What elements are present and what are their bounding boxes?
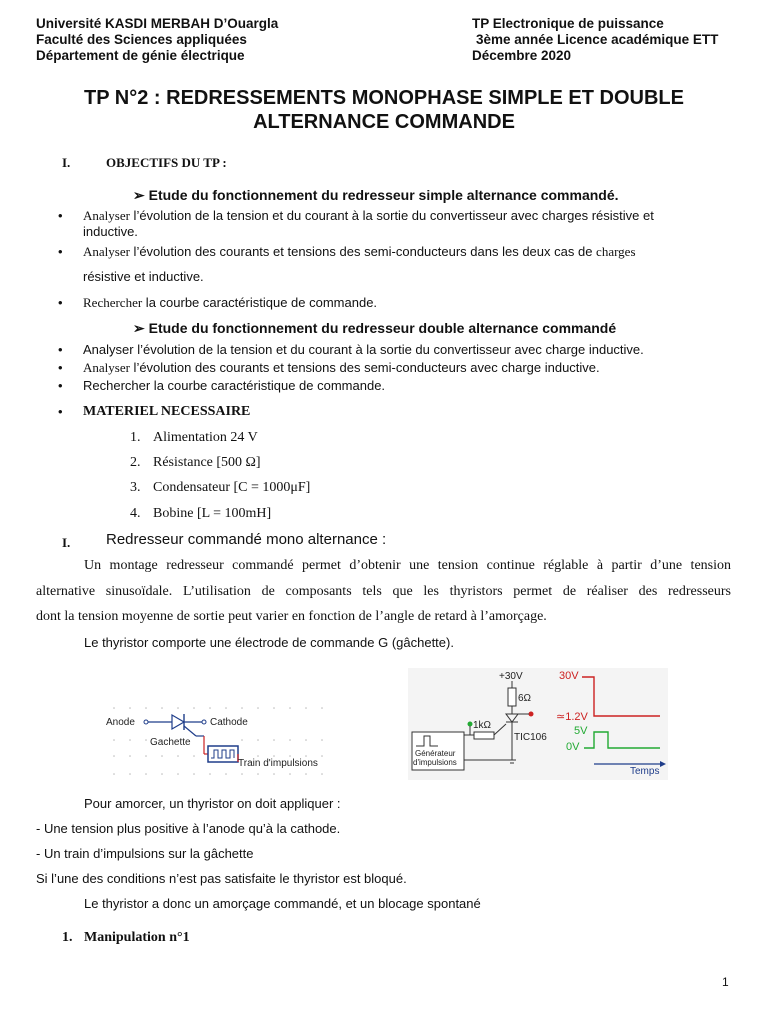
resistor-6ohm (508, 688, 516, 706)
list-item (83, 295, 377, 311)
anode-terminal (144, 720, 148, 724)
conditions-intro: Pour amorcer, un thyristor on doit appliquer : (84, 796, 341, 811)
material-item: Résistance [500 Ω] (153, 455, 261, 470)
cathode-label: Cathode (210, 717, 248, 728)
section-heading: Redresseur commandé mono alternance : (106, 531, 387, 548)
material-number: 3. (130, 480, 141, 495)
objectives-heading: OBJECTIFS DU TP : (106, 155, 227, 170)
material-item: Bobine [L = 100mH] (153, 506, 272, 521)
voltage-level-0v: 0V (566, 741, 580, 753)
list-item-verb: Rechercher (83, 295, 143, 310)
pulse-train-label: Train d'impulsions (238, 758, 318, 769)
page-title-line1: TP N°2 : REDRESSEMENTS MONOPHASE SIMPLE ET DOUBLE (84, 87, 684, 109)
list-item-text: l’évolution des courants et tensions des semi-conducteurs dans les deux cas de (129, 244, 597, 259)
arrow-icon: ➢ (133, 320, 145, 336)
paragraph-line: dont la tension moyenne de sortie peut varier en fonction de l’angle de retard à l’amorçage. (36, 609, 547, 624)
material-item: Condensateur [C = 1000μF] (153, 480, 311, 495)
condition-item: - Une tension plus positive à l’anode qu’à la cathode. (36, 821, 341, 836)
page-number: 1 (722, 975, 729, 989)
objectives-number: I. (62, 155, 71, 170)
bullet-icon: • (58, 342, 63, 357)
cathode-terminal (202, 720, 206, 724)
resistor-1k-label: 1kΩ (473, 720, 492, 731)
manipulation-number: 1. (62, 930, 73, 945)
thyristor-schematic (104, 700, 334, 784)
arrow-icon: ➢ (133, 187, 145, 203)
paragraph-line: Un montage redresseur commandé permet d’obtenir une tension continue réglable à partir d’une tension (84, 558, 731, 573)
manipulation-heading: Manipulation n°1 (84, 930, 190, 945)
voltage-level-1v2: ≃1.2V (556, 711, 588, 723)
course-level: 3ème année Licence académique ETT (476, 32, 719, 47)
voltage-level-5v: 5V (574, 725, 588, 737)
voltage-level-30v: 30V (559, 670, 579, 682)
list-item (83, 208, 654, 224)
gate-label: Gachette (150, 737, 191, 748)
supply-voltage-label: +30V (499, 671, 523, 682)
bullet-icon: • (58, 244, 63, 259)
material-item: Alimentation 24 V (153, 430, 258, 445)
list-item (83, 244, 636, 260)
anode-probe-dot (529, 712, 534, 717)
list-item-verb: Analyser (83, 244, 130, 259)
thyristor-circuit-diagram (408, 668, 668, 780)
anode-label: Anode (106, 717, 135, 728)
list-item (83, 360, 600, 376)
bullet-icon: • (58, 295, 63, 310)
gate-probe-dot (468, 722, 473, 727)
list-item-text: l’évolution de la tension et du courant à la sortie du convertisseur avec charges résistive et (129, 208, 654, 223)
list-item: Analyser l’évolution de la tension et du courant à la sortie du convertisseur avec charge inductive. (83, 342, 644, 357)
course-date: Décembre 2020 (472, 48, 572, 63)
material-number: 2. (130, 455, 141, 470)
list-item-text: l’évolution des courants et tensions des semi-conducteurs avec charge inductive. (129, 360, 600, 375)
list-item-word: charges (596, 244, 636, 259)
objective2-heading (133, 320, 616, 337)
bullet-icon: • (58, 378, 63, 393)
condition-item: - Un train d’impulsions sur la gâchette (36, 846, 254, 861)
university-name: Université KASDI MERBAH D’Ouargla (36, 16, 279, 31)
bullet-icon: • (58, 404, 63, 419)
thyristor-model-label: TIC106 (514, 732, 547, 743)
list-item-verb: Analyser (83, 360, 130, 375)
list-item-text: la courbe caractéristique de commande. (142, 295, 378, 310)
list-item-continuation: résistive et inductive. (83, 269, 204, 284)
department-name: Département de génie électrique (36, 48, 245, 63)
page-title-line2: ALTERNANCE COMMANDE (253, 111, 515, 133)
material-number: 1. (130, 430, 141, 445)
paragraph-line: alternative sinusoïdale. L’utilisation de composants tels que les thyristors permet de réaliser des redresseurs (36, 584, 731, 599)
objective2-label: Etude du fonctionnement du redresseur double alternance commandé (148, 320, 617, 336)
bullet-icon: • (58, 208, 63, 223)
faculty-name: Faculté des Sciences appliquées (36, 32, 247, 47)
generator-label-line1: Générateur (415, 749, 456, 758)
course-name: TP Electronique de puissance (472, 16, 664, 31)
list-item-continuation: inductive. (83, 224, 138, 239)
time-axis-label: Temps (630, 766, 660, 777)
list-item: Rechercher la courbe caractéristique de commande. (83, 378, 386, 393)
objective1-heading (133, 187, 619, 204)
list-item-verb: Analyser (83, 208, 130, 223)
generator-label-line2: d'impulsions (413, 758, 457, 767)
section-number: I. (62, 535, 71, 550)
gate-description: Le thyristor comporte une électrode de commande G (gâchette). (84, 635, 454, 650)
thyristor-symbol (172, 715, 184, 729)
material-heading: MATERIEL NECESSAIRE (83, 404, 251, 419)
conclusion-text: Le thyristor a donc un amorçage commandé, et un blocage spontané (84, 896, 481, 911)
resistor-6ohm-label: 6Ω (518, 693, 532, 704)
material-number: 4. (130, 506, 141, 521)
bullet-icon: • (58, 360, 63, 375)
resistor-1k (474, 732, 494, 739)
objective1-label: Etude du fonctionnement du redresseur simple alternance commandé. (148, 187, 619, 203)
condition-note: Si l’une des conditions n’est pas satisfaite le thyristor est bloqué. (36, 871, 407, 886)
